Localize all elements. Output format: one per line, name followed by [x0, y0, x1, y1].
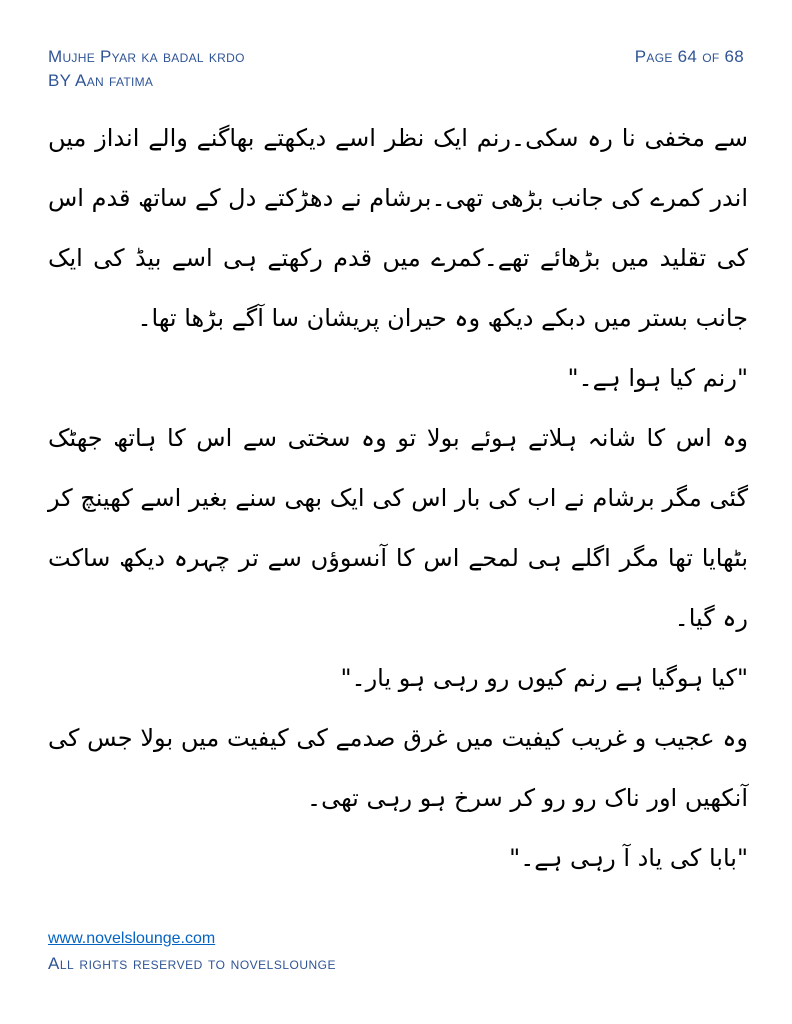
page-number: Page 64 of 68	[634, 47, 744, 66]
rights-notice: All rights reserved to novelslounge	[48, 954, 337, 973]
book-author: BY Aan fatima	[48, 71, 154, 90]
book-title: Mujhe Pyar ka badal krdo	[48, 47, 245, 66]
header-title-block	[48, 45, 245, 93]
dialogue-2: "کیا ہوگیا ہے رنم کیوں رو رہی ہو یار۔"	[340, 664, 748, 692]
paragraph-3: وہ عجیب و غریب کیفیت میں غرق صدمے کی کیفیت میں بولا جس کی آنکھیں اور ناک رو رو کر سرخ ہو رہی تھی۔	[48, 724, 748, 812]
dialogue-1: "رنم کیا ہوا ہے۔"	[567, 364, 748, 392]
paragraph-1: سے مخفی نا رہ سکی۔رنم ایک نظر اسے دیکھتے بھاگنے والے انداز میں اندر کمرے کی جانب بڑھی تھی۔برشام نے دھڑکتے دل کے ساتھ قدم اس کی تقلید میں بڑھائے تھے۔کمرے میں قدم رکھتے ہی اسے بیڈ کی ایک جانب بستر میں دبکے دیکھ وہ حیران پریشان سا آگے بڑھا تھا۔	[48, 124, 748, 332]
website-link[interactable]: www.novelslounge.com	[48, 930, 216, 947]
document-body	[48, 108, 748, 888]
dialogue-3: "بابا کی یاد آ رہی ہے۔"	[509, 844, 748, 872]
paragraph-2: وہ اس کا شانہ ہلاتے ہوئے بولا تو وہ سختی سے اس کا ہاتھ جھٹک گئی مگر برشام نے اب کی بار اس کی ایک بھی سنے بغیر اسے کھینچ کر بٹھایا تھا مگر اگلے ہی لمحے اس کا آنسوؤں سے تر چہرہ دیکھ ساکت رہ گیا۔	[48, 424, 748, 632]
